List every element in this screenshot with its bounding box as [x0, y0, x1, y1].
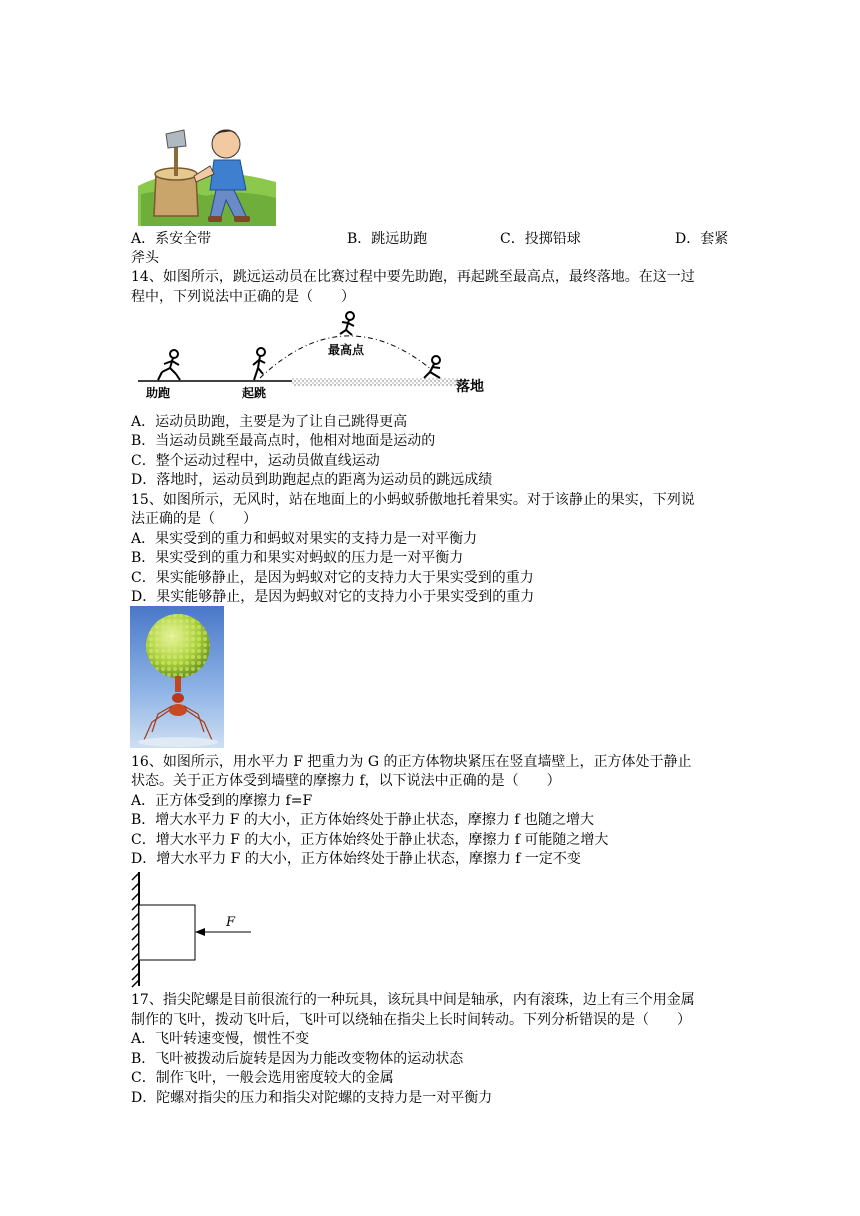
q13-option-d: D．套紧	[675, 231, 729, 247]
q16-stem-line-1: 16、如图所示，用水平力 F 把重力为 G 的正方体物块紧压在竖直墙壁上，正方体处于静止	[131, 754, 692, 770]
q16-option-b: B．增大水平力 F 的大小，正方体始终处于静止状态，摩擦力 f 也随之增大	[131, 812, 594, 828]
q16-stem-line-2: 状态。关于正方体受到墙壁的摩擦力 f，以下说法中正确的是（ ）	[131, 773, 561, 789]
label-top: 最高点	[328, 343, 365, 357]
q14-stem-line-2: 程中，下列说法中正确的是（ ）	[131, 289, 355, 305]
q17-option-c: C．制作飞叶，一般会选用密度较大的金属	[131, 1070, 394, 1086]
label-jump: 起跳	[242, 386, 267, 400]
long-jump-diagram	[134, 308, 494, 400]
q14-option-d: D．落地时，运动员到助跑起点的距离为运动员的跳远成绩	[131, 472, 493, 488]
q16-option-c: C．增大水平力 F 的大小，正方体始终处于静止状态，摩擦力 f 可能随之增大	[131, 832, 609, 848]
q15-option-d: D．果实能够静止，是因为蚂蚁对它的支持力小于果实受到的重力	[131, 589, 535, 605]
q14-option-a: A．运动员助跑，主要是为了让自己跳得更高	[131, 414, 408, 430]
q13-option-c: C．投掷铅球	[500, 231, 581, 247]
q16-option-d: D．增大水平力 F 的大小，正方体始终处于静止状态，摩擦力 f 一定不变	[131, 851, 581, 867]
q17-option-b: B．飞叶被拨动后旋转是因为力能改变物体的运动状态	[131, 1051, 464, 1067]
q17-option-a: A．飞叶转速变慢，惯性不变	[131, 1031, 310, 1047]
force-label-f: F	[226, 915, 236, 930]
q16-option-a: A．正方体受到的摩擦力 f=F	[131, 793, 313, 809]
ant-fruit-image	[130, 606, 224, 748]
q17-option-d: D．陀螺对指尖的压力和指尖对陀螺的支持力是一对平衡力	[131, 1090, 493, 1106]
q15-stem-line-2: 法正确的是（ ）	[131, 511, 257, 527]
label-run: 助跑	[146, 386, 171, 400]
wall-block-diagram	[130, 870, 256, 988]
q14-option-c: C．整个运动过程中，运动员做直线运动	[131, 453, 380, 469]
q15-option-a: A．果实受到的重力和蚂蚁对果实的支持力是一对平衡力	[131, 531, 478, 547]
q15-option-c: C．果实能够静止，是因为蚂蚁对它的支持力大于果实受到的重力	[131, 570, 534, 586]
label-land: 落地	[456, 379, 484, 395]
q13-option-d-continued: 斧头	[131, 250, 159, 266]
q17-stem-line-2: 制作的飞叶，拨动飞叶后，飞叶可以绕轴在指尖上长时间转动。下列分析错误的是（ ）	[131, 1012, 691, 1028]
q14-option-b: B．当运动员跳至最高点时，他相对地面是运动的	[131, 433, 436, 449]
q15-option-b: B．果实受到的重力和果实对蚂蚁的压力是一对平衡力	[131, 550, 464, 566]
q15-stem-line-1: 15、如图所示，无风时，站在地面上的小蚂蚁骄傲地托着果实。对于该静止的果实，下列说	[131, 492, 695, 508]
axe-boy-image	[136, 116, 278, 226]
q17-stem-line-1: 17、指尖陀螺是目前很流行的一种玩具，该玩具中间是轴承，内有滚珠，边上有三个用金属	[131, 992, 695, 1008]
q14-stem-line-1: 14、如图所示，跳远运动员在比赛过程中要先助跑，再起跳至最高点，最终落地。在这一过	[131, 269, 695, 285]
q13-option-a: A．系安全带	[131, 231, 212, 247]
q13-option-b: B．跳远助跑	[347, 231, 428, 247]
